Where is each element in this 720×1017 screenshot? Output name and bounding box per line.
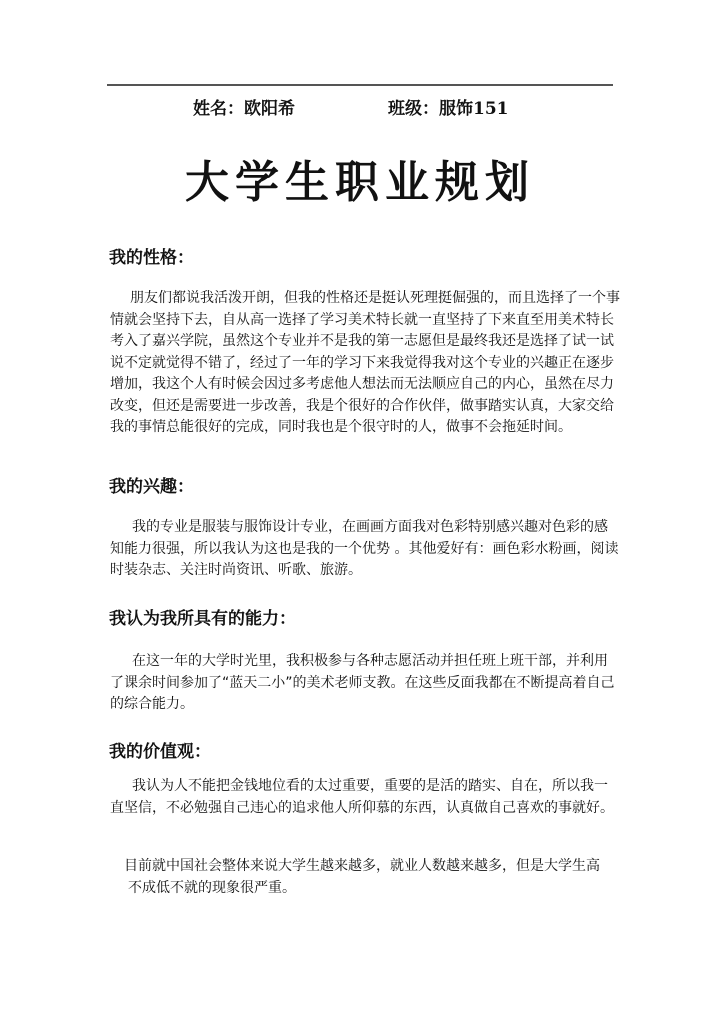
closing-line-2: 不成低不就的现象很严重。 bbox=[128, 879, 296, 896]
closing-paragraph bbox=[124, 856, 624, 899]
student-name: 姓名：欧阳希 bbox=[193, 99, 295, 119]
student-info bbox=[0, 94, 720, 118]
section-body-interests: 我的专业是服装与服饰设计专业，在画画方面我对色彩特别感兴趣对色彩的感知能力很强，所以我认为这也是我的一个优势 。其他爱好有：画色彩水粉画，阅读时装杂志、关注时尚资讯、听歌、旅游。 bbox=[110, 519, 619, 578]
section-body-personality: 朋友们都说我活泼开朗，但我的性格还是挺认死理挺倔强的，而且选择了一个事情就会坚持下去，自从高一选择了学习美术特长就一直坚持了下来直至用美术特长考入了嘉兴学院，虽然这个专业并不是我的第一志愿但是最终我还是选择了试一试说不定就觉得不错了，经过了一年的学习下来我觉得我对这个专业的兴趣正在逐步增加，我这个人有时候会因过多考虑他人想法而无法顺应自己的内心，虽然在尽力改变，但还是需要进一步改善，我是个很好的合作伙伴，做事踏实认真，大家交给我的事情总能很好的完成，同时我也是个很守时的人，做事不会拖延时间。 bbox=[110, 290, 620, 435]
closing-line-1: 目前就中国社会整体来说大学生越来越多，就业人数越来越多，但是大学生高 bbox=[124, 858, 600, 874]
student-class: 班级：服饰151 bbox=[388, 99, 509, 119]
section-heading-values: 我的价值观： bbox=[109, 742, 211, 762]
section-body-abilities: 在这一年的大学时光里，我积极参与各种志愿活动并担任班上班干部，并利用了课余时间参加了“蓝天二小”的美术老师支教。在这些反面我都在不断提高着自己的综合能力。 bbox=[110, 653, 615, 712]
section-heading-abilities: 我认为我所具有的能力： bbox=[109, 609, 296, 629]
header-rule bbox=[107, 84, 613, 86]
section-body-values: 我认为人不能把金钱地位看的太过重要，重要的是活的踏实、自在，所以我一直坚信，不必勉强自己违心的追求他人所仰慕的东西，认真做自己喜欢的事就好。 bbox=[110, 778, 614, 816]
section-heading-interests: 我的兴趣： bbox=[109, 477, 194, 497]
section-heading-personality: 我的性格： bbox=[109, 248, 194, 268]
page-title: 大学生职业规划 bbox=[185, 157, 535, 208]
